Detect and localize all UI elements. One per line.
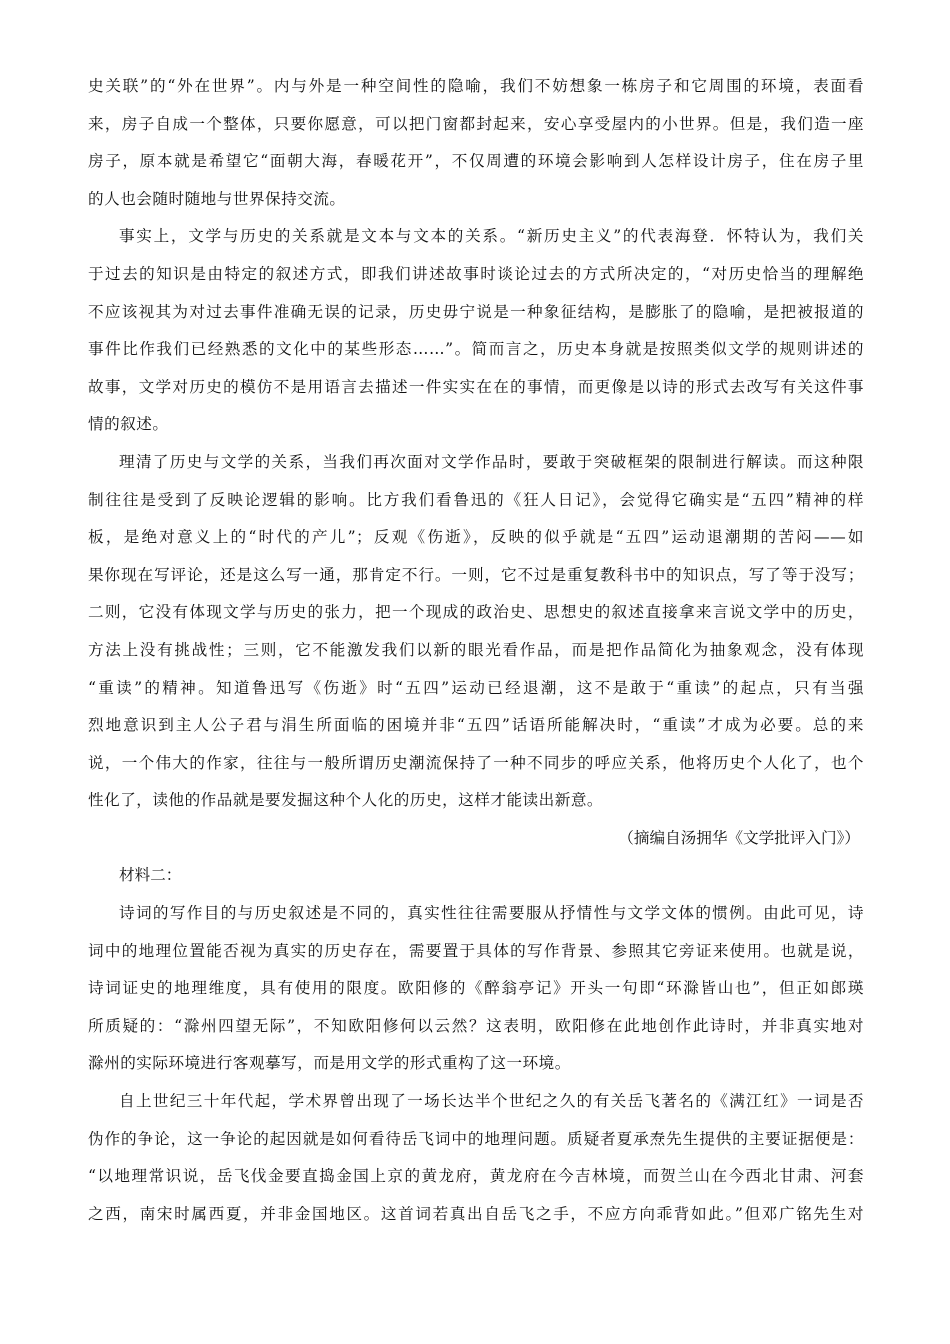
text-line: 词中的地理位置能否视为真实的历史存在，需要置于具体的写作背景、参照其它旁证来使用。也就是说， [88, 941, 864, 960]
text-line: 之西，南宋时属西夏，并非金国地区。这首词若真出自岳飞之手，不应方向乖背如此。”但邓广铭先生对 [88, 1204, 864, 1223]
paragraph-4 [88, 895, 864, 1083]
text-line: 事实上，文学与历史的关系就是文本与文本的关系。“新历史主义”的代表海登．怀特认为，我们关 [119, 227, 864, 246]
paragraph-3 [88, 444, 864, 820]
text-line: 理清了历史与文学的关系，当我们再次面对文学作品时，要敢于突破框架的限制进行解读。而这种限 [119, 452, 864, 471]
text-line: 诗词的写作目的与历史叙述是不同的，真实性往往需要服从抒情性与文学文体的惯例。由此可见，诗 [119, 904, 864, 923]
text-line: 方法上没有挑战性；三则，它不能激发我们以新的眼光看作品，而是把作品简化为抽象观念，没有体现 [88, 640, 864, 659]
text-line: 情的叙述。 [88, 415, 169, 434]
text-line: 自上世纪三十年代起，学术界曾出现了一场长达半个世纪之久的有关岳飞著名的《满江红》一词是否 [119, 1092, 864, 1111]
paragraph-1 [88, 68, 864, 218]
text-line: 房子，原本就是希望它“面朝大海，春暖花开”，不仅周遭的环境会影响到人怎样设计房子，住在房子里 [88, 152, 864, 171]
text-line: 所质疑的：“滁州四望无际”，不知欧阳修何以云然？这表明，欧阳修在此地创作此诗时，并非真实地对 [88, 1016, 864, 1035]
material-one [88, 68, 864, 857]
text-line: 板，是绝对意义上的“时代的产儿”；反观《伤逝》，反映的似乎就是“五四”运动退潮期的苦闷——如 [88, 528, 864, 547]
text-line: 史关联”的“外在世界”。内与外是一种空间性的隐喻，我们不妨想象一栋房子和它周围的环境，表面看 [88, 77, 864, 95]
text-line: 滁州的实际环境进行客观摹写，而是用文学的形式重构了这一环境。 [88, 1054, 571, 1073]
text-line: 事件比作我们已经熟悉的文化中的某些形态……”。简而言之，历史本身就是按照类似文学的规则讲述的 [88, 340, 864, 359]
text-line: “重读”的精神。知道鲁迅写《伤逝》时“五四”运动已经退潮，这不是敢于“重读”的起点，只有当强 [88, 678, 864, 697]
text-line: “以地理常识说，岳飞伐金要直捣金国上京的黄龙府，黄龙府在今吉林境，而贺兰山在今西北甘肃、河套 [88, 1167, 864, 1186]
source-citation: （摘编自汤拥华《文学批评入门》） [618, 828, 860, 847]
text-line: 来，房子自成一个整体，只要你愿意，可以把门窗都封起来，安心享受屋内的小世界。但是，我们造一座 [88, 114, 864, 133]
text-line: 于过去的知识是由特定的叙述方式，即我们讲述故事时谈论过去的方式所决定的，“对历史恰当的理解绝 [88, 264, 864, 283]
paragraph-5 [88, 1083, 864, 1233]
text-line: 烈地意识到主人公子君与涓生所面临的困境并非“五四”话语所能解决时，“重读”才成为必要。总的来 [88, 716, 864, 735]
text-line: 伪作的争论，这一争论的起因就是如何看待岳飞词中的地理问题。质疑者夏承焘先生提供的主要证据便是： [88, 1129, 864, 1148]
paragraph-2 [88, 218, 864, 444]
material-two [88, 857, 864, 1233]
text-line: 果你现在写评论，还是这么写一通，那肯定不行。一则，它不过是重复教科书中的知识点，写了等于没写； [88, 565, 864, 584]
text-line: 性化了，读他的作品就是要发掘这种个人化的历史，这样才能读出新意。 [88, 791, 604, 810]
section-heading: 材料二： [119, 866, 182, 885]
text-line: 二则，它没有体现文学与历史的张力，把一个现成的政治史、思想史的叙述直接拿来言说文学中的历史， [88, 603, 864, 622]
text-line: 诗词证史的地理维度，具有使用的限度。欧阳修的《醉翁亭记》开头一句即“环滁皆山也”，但正如郎瑛 [88, 979, 864, 998]
text-line: 制往往是受到了反映论逻辑的影响。比方我们看鲁迅的《狂人日记》，会觉得它确实是“五四”精神的样 [88, 490, 864, 509]
text-line: 说，一个伟大的作家，往往与一般所谓历史潮流保持了一种不同步的呼应关系，他将历史个人化了，也个 [88, 753, 864, 772]
text-line: 的人也会随时随地与世界保持交流。 [88, 189, 346, 208]
text-line: 不应该视其为对过去事件准确无误的记录，历史毋宁说是一种象征结构，是膨胀了的隐喻，是把被报道的 [88, 302, 864, 321]
text-line: 故事，文学对历史的模仿不是用语言去描述一件实实在在的事情，而更像是以诗的形式去改写有关这件事 [88, 377, 864, 396]
